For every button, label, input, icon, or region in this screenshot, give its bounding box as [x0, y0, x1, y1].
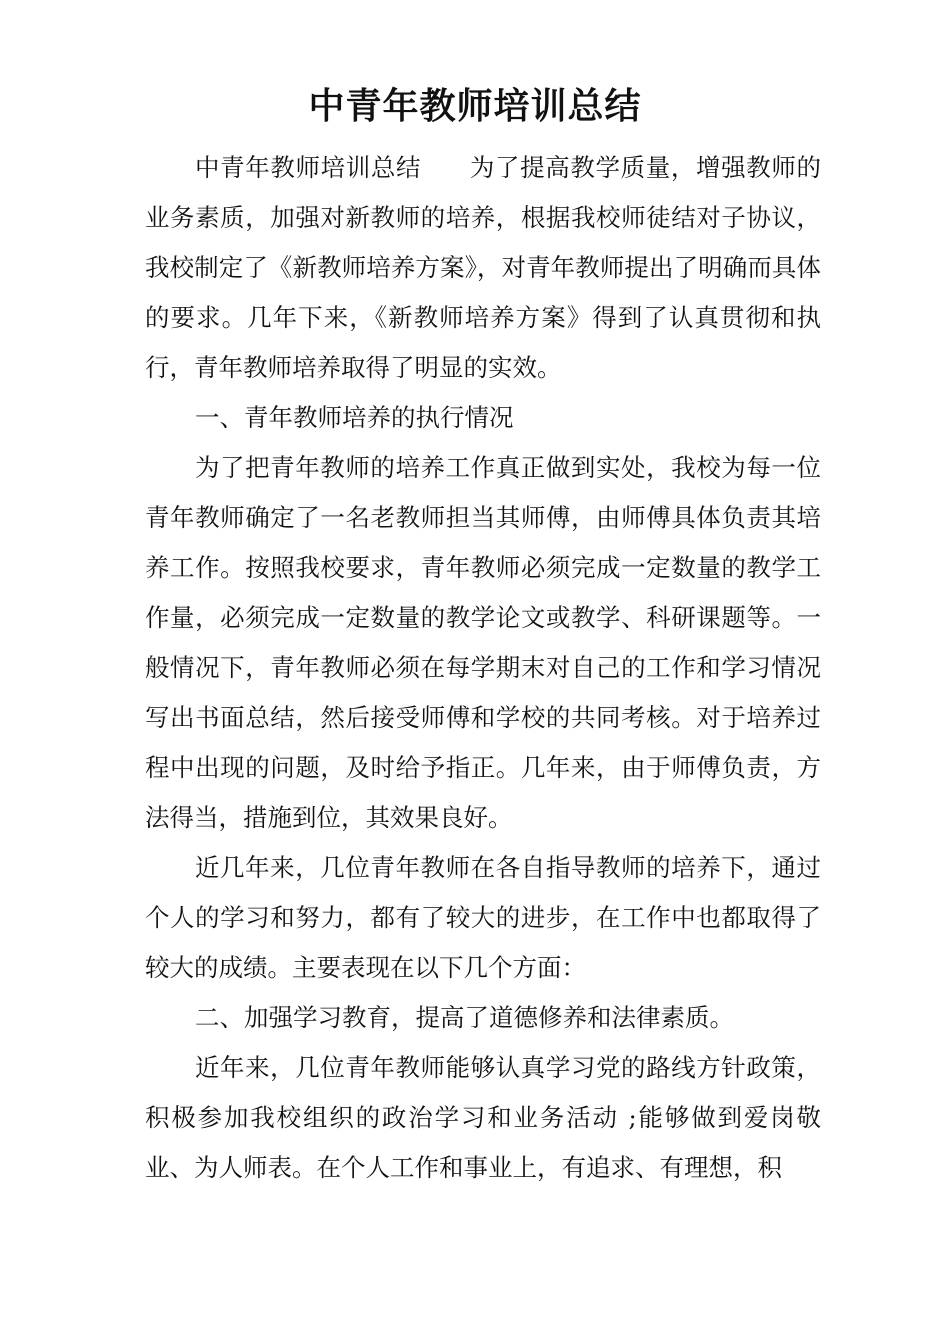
- paragraph-progress: 近几年来，几位青年教师在各自指导教师的培养下，通过个人的学习和努力，都有了较大的进步，在工作中也都取得了较大的成绩。主要表现在以下几个方面：: [145, 853, 821, 982]
- paragraph-text: 为了提高教学质量，增强教师的业务素质，加强对新教师的培养，根据我校师徒结对子协议，我校制定了《新教师培养方案》，对青年教师提出了明确而具体的要求。几年下来，《新教师培养方案》得到了认真贯彻和执行，青年教师培养取得了明显的实效。: [145, 153, 822, 382]
- paragraph-intro: [145, 143, 821, 393]
- paragraph-execution: 为了把青年教师的培养工作真正做到实处，我校为每一位青年教师确定了一名老教师担当其师傅，由师傅具体负责其培养工作。按照我校要求，青年教师必须完成一定数量的教学工作量，必须完成一定数量的教学论文或教学、科研课题等。一般情况下，青年教师必须在每学期末对自己的工作和学习情况写出书面总结，然后接受师傅和学校的共同考核。对于培养过程中出现的问题，及时给予指正。几年来，由于师傅负责，方法得当，措施到位，其效果良好。: [145, 453, 821, 832]
- document-title: 中青年教师培训总结: [308, 86, 642, 127]
- paragraph-study: 近年来，几位青年教师能够认真学习党的路线方针政策，积极参加我校组织的政治学习和业务活动 ;能够做到爱岗敬业、为人师表。在个人工作和事业上，有追求、有理想，积: [145, 1053, 821, 1182]
- section-heading-2: 二、加强学习教育，提高了道德修养和法律素质。: [195, 1003, 734, 1032]
- section-heading-1: 一、青年教师培养的执行情况: [195, 403, 514, 432]
- document-body: [145, 143, 821, 1193]
- paragraph-lead: 中青年教师培训总结: [195, 153, 422, 182]
